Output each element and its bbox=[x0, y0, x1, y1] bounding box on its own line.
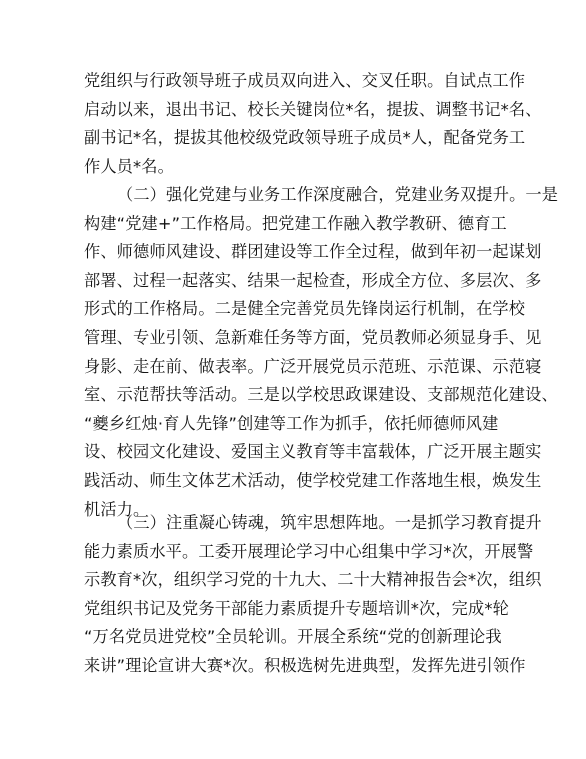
text-line: 形式的工作格局。二是健全完善党员先锋岗运行机制，在学校 bbox=[84, 299, 526, 319]
text-line: 启动以来，退出书记、校长关键岗位*名，提拔、调整书记*名、 bbox=[84, 99, 542, 119]
text-line: 能力素质水平。工委开展理论学习中心组集中学习*次，开展警 bbox=[84, 541, 534, 561]
text-line: “夔乡红烛·育人先锋”创建等工作为抓手，依托师德师风建 bbox=[84, 413, 499, 433]
text-line: 机活力。 bbox=[84, 499, 150, 519]
paragraph-section-three bbox=[84, 509, 542, 681]
text-line: 践活动、师生文体艺术活动，使学校党建工作落地生根，焕发生 bbox=[84, 470, 542, 490]
text-line: 作人员*名。 bbox=[84, 156, 174, 176]
text-line: 管理、专业引领、急新难任务等方面，党员教师必须显身手、见 bbox=[84, 327, 542, 347]
text-line: “万名党员进党校”全员轮训。开展全系统“党的创新理论我 bbox=[84, 627, 502, 647]
section-heading-line: （二）强化党建与业务工作深度融合，党建业务双提升。一是 bbox=[117, 185, 559, 204]
text-line: 副书记*名，提拔其他校级党政领导班子成员*人，配备党务工 bbox=[84, 128, 526, 148]
text-line: 室、示范帮扶等活动。三是以学校思政课建设、支部规范化建设、 bbox=[84, 385, 558, 405]
text-line: 示教育*次，组织学习党的十九大、二十大精神报告会*次，组织 bbox=[84, 570, 542, 590]
paragraph-continuation bbox=[84, 67, 542, 181]
paragraph-section-two bbox=[84, 181, 559, 524]
text-line: 党组织与行政领导班子成员双向进入、交叉任职。自试点工作 bbox=[84, 71, 526, 90]
text-line: 作、师德师风建设、群团建设等工作全过程，做到年初一起谋划 bbox=[84, 242, 542, 262]
text-line: 来讲”理论宣讲大赛*次。积极选树先进典型，发挥先进引领作 bbox=[84, 655, 526, 675]
section-heading-line: （三）注重凝心铸魂，筑牢思想阵地。一是抓学习教育提升 bbox=[117, 513, 542, 532]
text-line: 部署、过程一起落实、结果一起检查，形成全方位、多层次、多 bbox=[84, 270, 542, 290]
text-line: 构建“党建+”工作格局。把党建工作融入教学教研、德育工 bbox=[84, 213, 507, 233]
text-line: 党组织书记及党务干部能力素质提升专题培训*次，完成*轮 bbox=[84, 598, 509, 618]
text-line: 设、校园文化建设、爱国主义教育等丰富载体，广泛开展主题实 bbox=[84, 442, 542, 462]
text-line: 身影、走在前、做表率。广泛开展党员示范班、示范课、示范寝 bbox=[84, 356, 542, 376]
